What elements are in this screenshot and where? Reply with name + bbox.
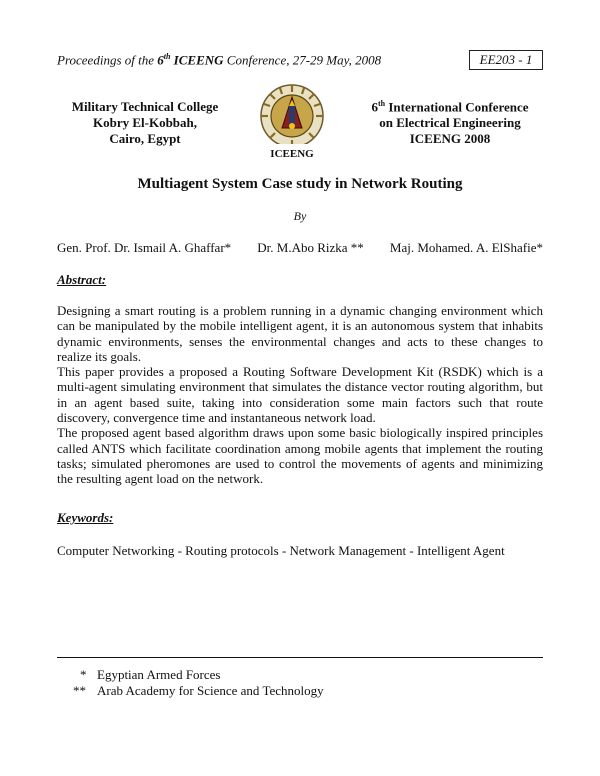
- affiliation-line: Kobry El-Kobbah,: [92, 115, 198, 130]
- affiliation-line: Cairo, Egypt: [109, 131, 181, 146]
- footnote-text: Egyptian Armed Forces: [97, 667, 221, 682]
- abstract-paragraph: This paper provides a proposed a Routing Software Development Kit (RSDK) which is a multi-agent simulating environment that simulates the distance vector routing algorithm, but in an agent based suite, taking into consideration some main factors such that route discovery, convergence time and instantaneous network load.: [57, 364, 543, 426]
- author-name: Maj. Mohamed. A. ElShafie*: [389, 240, 543, 255]
- conference-affiliation: [350, 96, 550, 147]
- abstract-paragraph: The proposed agent based algorithm draws upon some basic biologically inspired principles called ANTS which facilitate coordination among mobile agents that implement the routing tasks; simulated pheromones are used to control the movements of agents and minimizing the resulting agent load on the network.: [57, 425, 543, 487]
- footnote-divider: [57, 657, 543, 658]
- iceeng-emblem-icon: [258, 82, 326, 162]
- running-header: [57, 50, 543, 70]
- proceedings-line: Proceedings of the 6th ICEENG Conference, 27-29 May, 2008: [57, 52, 382, 68]
- footnote-mark: **: [73, 683, 86, 698]
- emblem-label: ICEENG: [270, 148, 314, 160]
- author-name: Dr. M.Abo Rizka **: [257, 240, 364, 255]
- affiliation-line: ICEENG 2008: [409, 131, 491, 147]
- keywords-heading: Keywords:: [57, 510, 114, 525]
- by-label: By: [293, 209, 307, 223]
- footnote-mark: *: [80, 667, 87, 682]
- abstract-body: [57, 303, 543, 487]
- paper-title: Multiagent System Case study in Network Routing: [137, 176, 463, 192]
- affiliation-line: Military Technical College: [71, 99, 219, 114]
- paper-code-box: EE203 - 1: [469, 50, 543, 70]
- footnote-text: Arab Academy for Science and Technology: [97, 683, 324, 698]
- host-affiliation: [45, 99, 245, 147]
- affiliation-line: on Electrical Engineering: [379, 115, 521, 131]
- author-name: Gen. Prof. Dr. Ismail A. Ghaffar*: [57, 240, 232, 255]
- abstract-heading: Abstract:: [57, 272, 107, 287]
- author-list: [57, 240, 543, 256]
- affiliation-line: 6th International Conference: [371, 99, 529, 115]
- keywords-text: Computer Networking - Routing protocols - Network Management - Intelligent Agent: [57, 543, 505, 558]
- abstract-paragraph: Designing a smart routing is a problem running in a dynamic changing environment which can be manipulated by the mobile intelligent agent, it is an autonomous system that inhabits dynamic environments, senses the environmental changes and acts to these changes to realize its goals.: [57, 303, 543, 364]
